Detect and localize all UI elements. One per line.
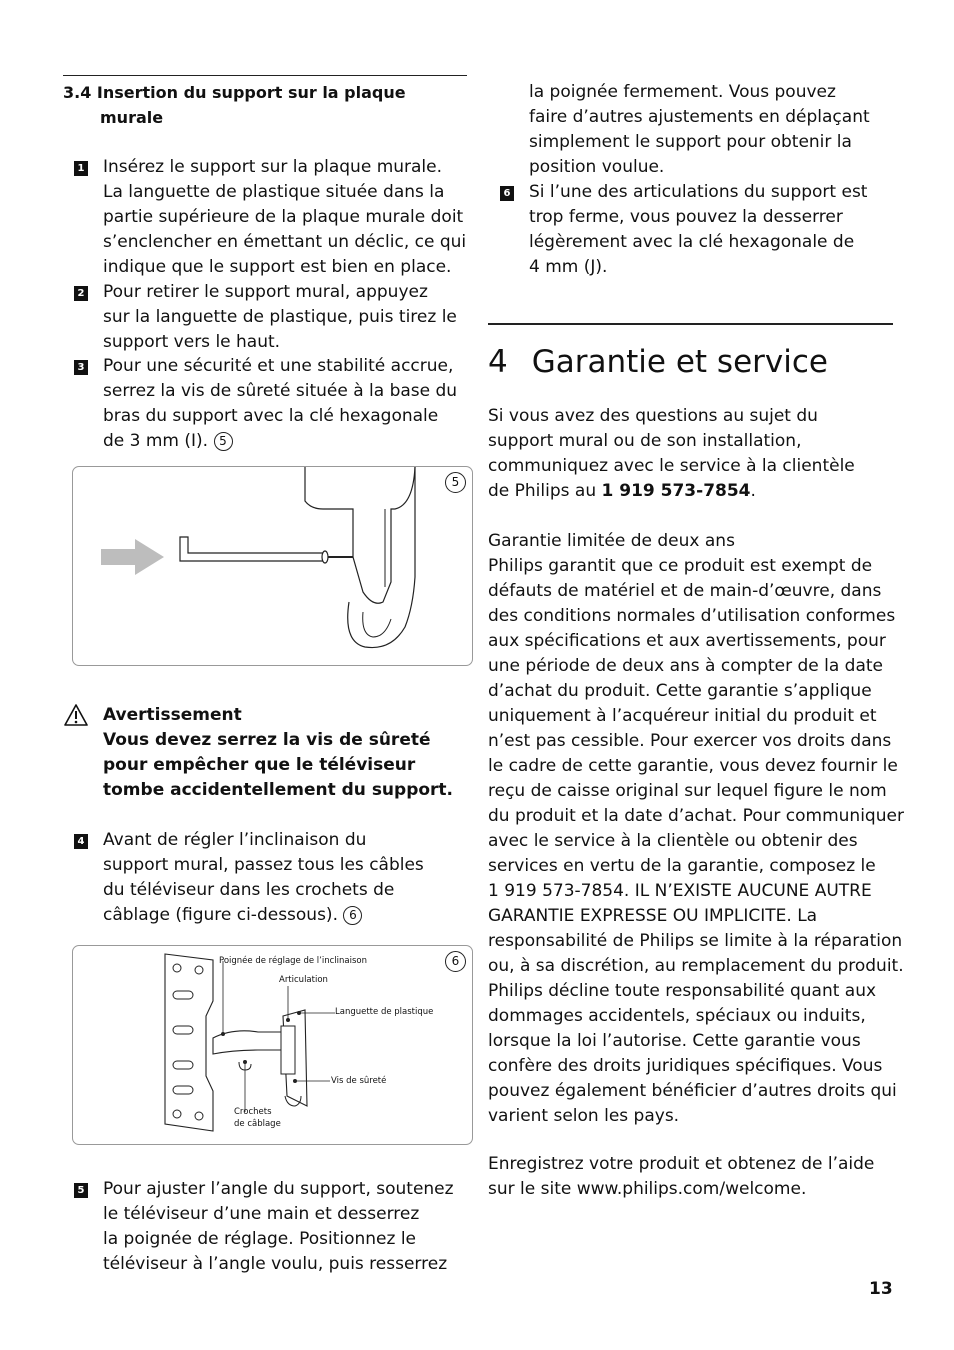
text-line: bras du support avec la clé hexagonale [103, 406, 439, 426]
label-tilt-handle: Poignée de réglage de l’inclinaison [219, 956, 367, 966]
text-line: n’est pas cessible. Pour exercer vos droits dans [488, 731, 892, 751]
text-line: des conditions normales d’utilisation conformes [488, 606, 896, 626]
intro-paragraph [488, 404, 855, 504]
warning-line: pour empêcher que le téléviseur [103, 755, 416, 775]
text-line: responsabilité de Philips se limite à la réparation [488, 931, 903, 951]
text-line: Pour une sécurité et une stabilité accrue, [103, 356, 454, 376]
step-5-marker: 5 [74, 1183, 88, 1198]
hex-key-icon [180, 537, 323, 561]
figure-5 [72, 466, 473, 666]
text-line: défauts de matériel et de main-d’œuvre, dans [488, 581, 882, 601]
chapter-heading [488, 340, 828, 384]
text-line: Philips garantit que ce produit est exempt de [488, 556, 873, 576]
text-line [488, 479, 855, 504]
step-1-marker: 1 [74, 161, 88, 176]
warning-icon [64, 704, 88, 726]
text-line: pouvez également bénéficier d’autres droits qui [488, 1081, 897, 1101]
text-line-part: de 3 mm (I). [103, 431, 209, 451]
text-line: Avant de régler l’inclinaison du [103, 830, 367, 850]
register-paragraph [488, 1152, 874, 1202]
text-line: support vers le haut. [103, 332, 281, 352]
text-line: services en vertu de la garantie, composez le [488, 856, 876, 876]
text-line: du produit et la date d’achat. Pour communiquer [488, 806, 904, 826]
text-line: Si l’une des articulations du support est [529, 182, 868, 202]
warning-title: Avertissement [103, 705, 242, 725]
text-line: support mural, passez tous les câbles [103, 855, 424, 875]
text-line: Pour retirer le support mural, appuyez [103, 282, 428, 302]
text-line: s’enclencher en émettant un déclic, ce qui [103, 232, 467, 252]
text-line-part: câblage (figure ci-dessous). [103, 905, 338, 925]
text-line: 1 919 573-7854. IL N’EXISTE AUCUNE AUTRE [488, 881, 872, 901]
text-line-part: . [750, 481, 756, 501]
text-line [103, 903, 424, 928]
figure-5-number: 5 [445, 472, 466, 493]
section-title-line1: 3.4 Insertion du support sur la plaque [63, 83, 406, 102]
step-1-text [103, 155, 466, 280]
text-line: Si vous avez des questions au sujet du [488, 406, 818, 426]
step-2-text [103, 280, 457, 355]
section-title [63, 80, 406, 130]
text-line-part: de Philips au [488, 481, 602, 501]
step-6-text [529, 180, 867, 280]
text-line: Enregistrez votre produit et obtenez de l’aide [488, 1154, 875, 1174]
text-line: sur le site www.philips.com/welcome. [488, 1179, 807, 1199]
step-5-continued-text [529, 80, 870, 180]
text-line: reçu de caisse original sur lequel figure le nom [488, 781, 887, 801]
step-4-text [103, 828, 424, 928]
text-line: simplement le support pour obtenir la [529, 132, 852, 152]
step-2-marker: 2 [74, 286, 88, 301]
section-title-line2: murale [100, 108, 164, 127]
text-line: du téléviseur dans les crochets de [103, 880, 395, 900]
step-4-marker: 4 [74, 834, 88, 849]
text-line: indique que le support est bien en place. [103, 257, 452, 277]
warning-line: tombe accidentellement du support. [103, 780, 454, 800]
label-cable-hooks-line2: de câblage [234, 1119, 281, 1129]
text-line: position voulue. [529, 157, 665, 177]
label-cable-hooks [234, 1106, 281, 1130]
chapter-number: 4 [488, 344, 508, 380]
text-line: d’achat du produit. Cette garantie s’applique [488, 681, 872, 701]
text-line: avec le service à la clientèle ou obtenir des [488, 831, 858, 851]
text-line: La languette de plastique située dans la [103, 182, 445, 202]
text-line: 4 mm (J). [529, 257, 608, 277]
text-line: confère des droits juridiques spécifiques. Vous [488, 1056, 883, 1076]
warning-line: Vous devez serrez la vis de sûreté [103, 730, 431, 750]
text-line: la poignée de réglage. Positionnez le [103, 1229, 416, 1249]
step-5-text [103, 1177, 454, 1277]
text-line: lorsque la loi l’autorise. Cette garantie vous [488, 1031, 861, 1051]
text-line: trop ferme, vous pouvez la desserrer [529, 207, 843, 227]
section-top-rule [63, 75, 467, 76]
wall-plate-icon [165, 954, 213, 1131]
label-joint: Articulation [279, 975, 328, 985]
text-line: Pour ajuster l’angle du support, soutenez [103, 1179, 454, 1199]
text-line: uniquement à l’acquéreur initial du produit et [488, 706, 877, 726]
text-line: légèrement avec la clé hexagonale de [529, 232, 855, 252]
text-line [103, 429, 457, 454]
figure-6 [72, 945, 473, 1145]
text-line: Insérez le support sur la plaque murale. [103, 157, 443, 177]
warranty-heading: Garantie limitée de deux ans [488, 531, 735, 551]
text-line: communiquez avec le service à la clientèle [488, 456, 855, 476]
chapter-top-rule [488, 323, 893, 325]
support-phone: 1 919 573-7854 [601, 481, 751, 501]
figure-6-number: 6 [445, 951, 466, 972]
text-line: la poignée fermement. Vous pouvez [529, 82, 836, 102]
figure-5-illustration [73, 467, 472, 665]
text-line: téléviseur à l’angle voulu, puis resserrez [103, 1254, 448, 1274]
text-line: faire d’autres ajustements en déplaçant [529, 107, 870, 127]
text-line: serrez la vis de sûreté située à la base du [103, 381, 458, 401]
text-line: aux spécifications et aux avertissements, pour [488, 631, 886, 651]
text-line: ou, à sa discrétion, au remplacement du produit. [488, 956, 904, 976]
insert-arrow-icon [101, 539, 164, 575]
step-3-marker: 3 [74, 360, 88, 375]
warranty-section [488, 529, 904, 1129]
figure-6-reference: 6 [343, 906, 362, 925]
text-line: le téléviseur d’une main et desserrez [103, 1204, 420, 1224]
text-line: GARANTIE EXPRESSE OU IMPLICITE. La [488, 906, 818, 926]
text-line: Philips décline toute responsabilité quant aux [488, 981, 877, 1001]
text-line: une période de deux ans à compter de la date [488, 656, 883, 676]
chapter-title: Garantie et service [531, 344, 828, 380]
text-line: le cadre de cette garantie, vous devez fournir le [488, 756, 898, 776]
figure-5-reference: 5 [214, 432, 233, 451]
text-line: sur la languette de plastique, puis tirez le [103, 307, 457, 327]
label-safety-screw: Vis de sûreté [331, 1076, 387, 1086]
page-number: 13 [869, 1279, 893, 1299]
text-line: varient selon les pays. [488, 1106, 680, 1126]
step-3-text [103, 354, 457, 454]
label-plastic-tab: Languette de plastique [335, 1007, 434, 1017]
text-line: support mural ou de son installation, [488, 431, 802, 451]
text-line: partie supérieure de la plaque murale doit [103, 207, 464, 227]
warning-block [103, 703, 453, 803]
text-line: dommages accidentels, spéciaux ou induits, [488, 1006, 866, 1026]
label-cable-hooks-line1: Crochets [234, 1107, 272, 1117]
step-6-marker: 6 [500, 186, 514, 201]
bracket-arm-icon [305, 467, 415, 603]
